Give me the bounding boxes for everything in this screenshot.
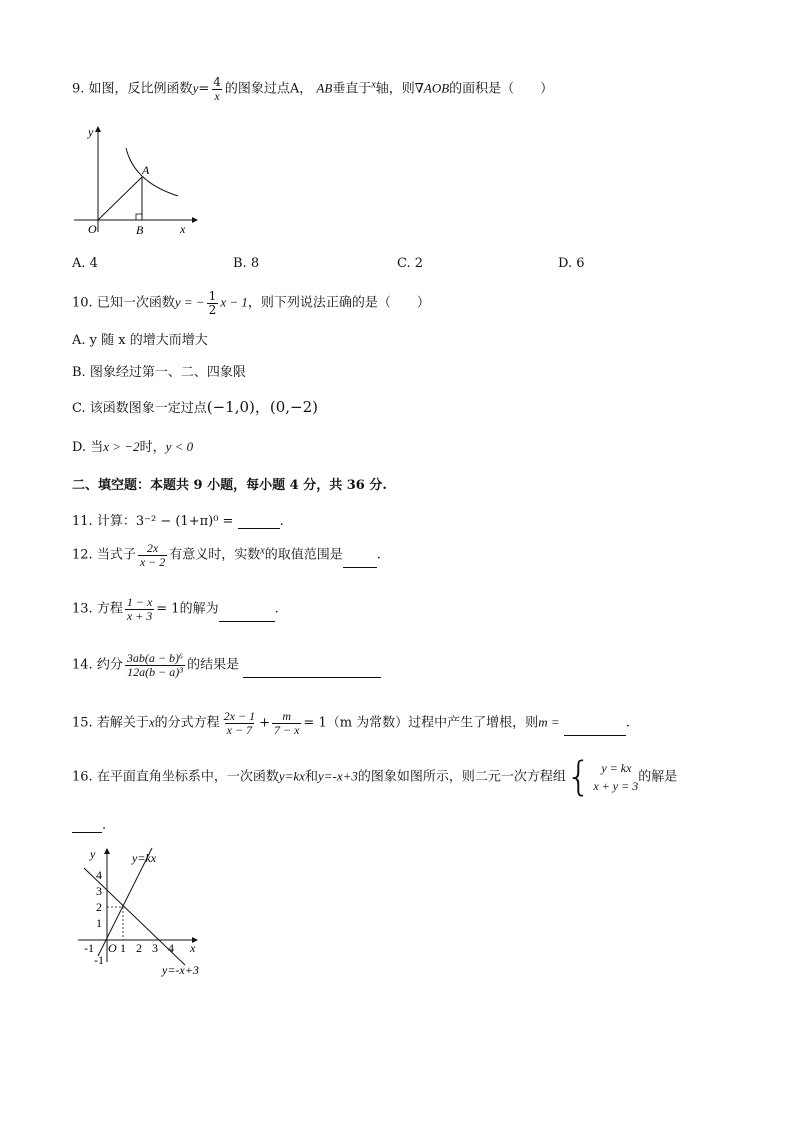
q16-answer-blank[interactable]: [72, 820, 102, 833]
q16-figure: [70, 840, 230, 980]
q16-stem: 16. 在平面直角坐标系中，一次函数y=kx和y=-x+3的图象如图所示，则二元一次方程组{ y = kx x + y = 3 的解是: [72, 754, 678, 800]
q16-xtick: 2: [136, 941, 142, 955]
q16-xtick: -1: [84, 941, 94, 955]
q16-xtick: 4: [168, 941, 174, 955]
q16-answer-line: .: [72, 818, 106, 833]
q10-option-a: A. y 随 x 的增大而增大: [72, 333, 208, 348]
q11: 11. 计算：3⁻² − (1+π)⁰ = .: [72, 514, 284, 529]
q9-fig-a: A: [142, 163, 150, 177]
q9-option-c: C. 2: [397, 256, 424, 271]
q9-fraction: $\frac{4}{x}$: [213, 75, 221, 103]
q14-answer-blank[interactable]: [243, 665, 381, 678]
q13-answer-blank[interactable]: [219, 609, 275, 622]
q10-stem: 10. 已知一次函数y = − $\frac{1}{2}$ x − 1，则下列说法正确的是（ ）: [72, 289, 430, 317]
q9-figure: [66, 120, 206, 240]
q10-option-b: B. 图象经过第一、二、四象限: [72, 365, 246, 380]
q9-fig-x: x: [180, 222, 186, 236]
q9-stem: 9. 如图，反比例函数y= $\frac{4}{x}$ 的图象过点A， AB垂直于$^x$轴，则∇AOB的面积是（ ）: [72, 75, 554, 103]
q16-tick-labels: [84, 868, 174, 967]
q9-fig-y: y: [88, 125, 94, 139]
q9-option-a: A. 4: [72, 256, 98, 271]
q16-xtick: 3: [152, 941, 158, 955]
q12: 12. 当式子 $\frac{2x}{x - 2}$ 有意义时，实数$^x$的取值范围是 .: [72, 541, 381, 569]
q9-fig-b: B: [136, 223, 144, 237]
q13: 13. 方程 $\frac{1 - x}{x + 3}$ = 1的解为 .: [72, 595, 279, 623]
q15: 15. 若解关于x的分式方程 $\frac{2x - 1}{x - 7}$ + $\frac{m}{7 - x}$ = 1（m 为常数）过程中产生了增根，则m = .: [72, 709, 630, 737]
q12-answer-blank[interactable]: [343, 555, 377, 568]
q16-ytick: 3: [96, 884, 102, 898]
q16-xtick: 1: [120, 941, 126, 955]
q11-answer-blank[interactable]: [238, 516, 280, 529]
q16-equation-system: y = kx x + y = 3: [593, 761, 639, 793]
q14: 14. 约分 $\frac{\text{3ab(a − b)⁶}}{\text{12a(b − a)³}}$ 的结果是: [72, 652, 381, 678]
q16-ytick: 1: [96, 916, 102, 930]
q10-option-c: C. 该函数图象一定过点(−1,0)，(0,−2): [72, 398, 319, 416]
q16-fig-line1: y=kx: [132, 851, 157, 865]
q16-fig-y: y: [90, 847, 96, 861]
q16-ytick: 2: [96, 900, 102, 914]
q16-fig-o: O: [108, 941, 117, 955]
q16-fig-line2: y=-x+3: [162, 963, 199, 977]
q9-option-d: D. 6: [558, 256, 585, 271]
section-2-heading: 二、填空题：本题共 9 小题，每小题 4 分，共 36 分.: [72, 478, 387, 493]
q9-fig-o: O: [88, 222, 97, 236]
q16-ytick: 4: [96, 868, 102, 882]
q15-answer-blank[interactable]: [564, 723, 626, 736]
q9-option-b: B. 8: [233, 256, 260, 271]
q10-option-d: D. 当x > −2时，y < 0: [72, 439, 194, 455]
q16-fig-x: x: [190, 941, 196, 955]
q16-ytick: -1: [94, 953, 104, 967]
